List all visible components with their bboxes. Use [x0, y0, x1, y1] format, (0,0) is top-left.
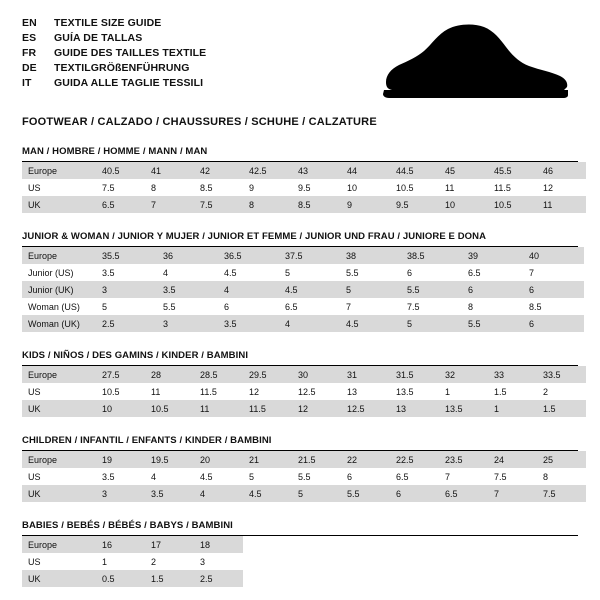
cell: 10 — [96, 400, 145, 417]
cell: 8 — [151, 182, 157, 193]
cell: 46 — [537, 162, 586, 179]
language-title: GUIDA ALLE TAGLIE TESSILI — [54, 77, 204, 89]
cell: 28.5 — [194, 366, 243, 383]
table-row — [22, 400, 586, 417]
cell: 4.5 — [340, 315, 401, 332]
cell: 40 — [523, 247, 584, 264]
cell: 5 — [401, 315, 462, 332]
cell: 9.5 — [390, 196, 439, 213]
cell: 38.5 — [401, 247, 462, 264]
row-label: US — [28, 471, 41, 482]
section-man — [22, 146, 578, 213]
cell: 6.5 — [468, 267, 481, 278]
cell: 4.5 — [224, 267, 237, 278]
table-row — [22, 179, 586, 196]
row-label: US — [28, 182, 41, 193]
row-label: UK — [22, 570, 96, 587]
section-title: JUNIOR & WOMAN / JUNIOR Y MUJER / JUNIOR ET FEMME / JUNIOR UND FRAU / JUNIORE E DONA — [22, 231, 578, 247]
row-label: Junior (UK) — [22, 281, 96, 298]
cell: 6 — [462, 281, 523, 298]
cell: 5.5 — [341, 485, 390, 502]
cell: 5 — [249, 471, 255, 482]
cell: 4 — [218, 281, 279, 298]
dress-shoe-icon — [372, 20, 572, 102]
document-header — [22, 16, 578, 102]
cell: 9 — [249, 182, 255, 193]
cell: 1.5 — [537, 400, 586, 417]
cell: 5 — [102, 301, 108, 312]
cell: 45 — [439, 162, 488, 179]
cell: 1.5 — [494, 386, 507, 397]
cell: 8 — [543, 471, 549, 482]
language-row — [22, 31, 206, 45]
cell: 3 — [96, 485, 145, 502]
table-row — [22, 485, 586, 502]
cell: 6 — [390, 485, 439, 502]
cell: 11.5 — [200, 386, 217, 397]
cell: 7 — [346, 301, 352, 312]
cell: 35.5 — [96, 247, 157, 264]
cell: 40.5 — [96, 162, 145, 179]
cell: 28 — [145, 366, 194, 383]
cell: 4 — [163, 267, 169, 278]
cell: 9.5 — [298, 182, 311, 193]
cell: 44 — [341, 162, 390, 179]
cell: 6.5 — [96, 196, 145, 213]
language-row — [22, 76, 206, 90]
section-kids — [22, 350, 578, 417]
cell: 1 — [445, 386, 451, 397]
row-label: Junior (US) — [28, 267, 74, 278]
table-row — [22, 366, 586, 383]
cell: 7.5 — [194, 196, 243, 213]
cell: 13 — [347, 386, 358, 397]
cell: 27.5 — [96, 366, 145, 383]
cell: 19 — [96, 451, 145, 468]
table-row — [22, 468, 586, 485]
cell: 5.5 — [462, 315, 523, 332]
cell: 3.5 — [102, 267, 115, 278]
cell: 12.5 — [341, 400, 390, 417]
cell: 23.5 — [439, 451, 488, 468]
cell: 11 — [151, 386, 161, 397]
cell: 5.5 — [163, 301, 176, 312]
cell: 10.5 — [396, 182, 414, 193]
table-row — [22, 570, 578, 587]
cell-empty — [243, 536, 578, 553]
cell: 37.5 — [279, 247, 340, 264]
row-label: Europe — [22, 451, 96, 468]
section-junior-woman — [22, 231, 578, 332]
language-titles — [22, 16, 206, 90]
cell: 4 — [151, 471, 157, 482]
size-table-children — [22, 451, 586, 502]
row-label: US — [28, 556, 41, 567]
cell: 4.5 — [279, 281, 340, 298]
cell: 5 — [292, 485, 341, 502]
cell: 1 — [102, 556, 108, 567]
cell: 7.5 — [537, 485, 586, 502]
section-title: KIDS / NIÑOS / DES GAMINS / KINDER / BAMBINI — [22, 350, 578, 366]
table-row — [22, 298, 584, 315]
cell: 36 — [157, 247, 218, 264]
cell: 5.5 — [298, 471, 311, 482]
cell: 5 — [340, 281, 401, 298]
cell: 24 — [488, 451, 537, 468]
size-table-man — [22, 162, 586, 213]
cell: 2.5 — [96, 315, 157, 332]
cell: 8.5 — [200, 182, 213, 193]
cell: 12 — [543, 182, 554, 193]
cell: 13.5 — [396, 386, 414, 397]
cell: 0.5 — [96, 570, 145, 587]
cell: 43 — [292, 162, 341, 179]
size-table-junior-woman — [22, 247, 584, 332]
cell: 3 — [200, 556, 206, 567]
cell: 7 — [529, 267, 535, 278]
cell: 11 — [194, 400, 243, 417]
cell: 22.5 — [390, 451, 439, 468]
table-row — [22, 451, 586, 468]
row-label: UK — [22, 400, 96, 417]
size-table-babies — [22, 536, 578, 587]
cell: 4.5 — [200, 471, 213, 482]
row-label: UK — [22, 485, 96, 502]
cell: 7.5 — [102, 182, 115, 193]
cell: 7 — [445, 471, 451, 482]
cell: 31.5 — [390, 366, 439, 383]
cell: 13 — [390, 400, 439, 417]
row-label: Woman (US) — [28, 301, 80, 312]
cell: 1 — [488, 400, 537, 417]
cell: 33.5 — [537, 366, 586, 383]
table-row — [22, 281, 584, 298]
language-code: ES — [22, 32, 37, 44]
cell: 6.5 — [285, 301, 298, 312]
cell: 22 — [341, 451, 390, 468]
table-row — [22, 264, 584, 281]
cell: 2 — [543, 386, 549, 397]
cell: 12 — [292, 400, 341, 417]
row-label: US — [28, 386, 41, 397]
cell: 31 — [341, 366, 390, 383]
cell: 18 — [194, 536, 243, 553]
table-row — [22, 383, 586, 400]
cell-empty — [243, 570, 578, 587]
table-row — [22, 315, 584, 332]
cell: 5.5 — [401, 281, 462, 298]
cell: 6 — [224, 301, 230, 312]
cell: 3 — [96, 281, 157, 298]
cell: 13.5 — [439, 400, 488, 417]
cell: 44.5 — [390, 162, 439, 179]
cell: 7 — [488, 485, 537, 502]
cell: 16 — [96, 536, 145, 553]
cell: 29.5 — [243, 366, 292, 383]
cell: 33 — [488, 366, 537, 383]
cell: 30 — [292, 366, 341, 383]
cell: 12 — [249, 386, 260, 397]
cell: 4 — [194, 485, 243, 502]
cell: 3.5 — [102, 471, 115, 482]
language-row — [22, 16, 206, 30]
cell: 4 — [279, 315, 340, 332]
language-code: DE — [22, 62, 37, 74]
cell: 2.5 — [194, 570, 243, 587]
cell: 11 — [537, 196, 586, 213]
cell: 7 — [145, 196, 194, 213]
cell: 2 — [151, 556, 157, 567]
cell: 10.5 — [102, 386, 120, 397]
language-code: EN — [22, 17, 37, 29]
cell: 6 — [523, 315, 584, 332]
table-row — [22, 162, 586, 179]
table-row — [22, 553, 578, 570]
cell: 7.5 — [407, 301, 420, 312]
cell: 6 — [347, 471, 353, 482]
cell: 11 — [445, 182, 455, 193]
cell: 36.5 — [218, 247, 279, 264]
row-label: Europe — [22, 162, 96, 179]
row-label: Europe — [22, 366, 96, 383]
language-row — [22, 46, 206, 60]
row-label: UK — [22, 196, 96, 213]
cell: 5 — [285, 267, 291, 278]
cell: 10 — [439, 196, 488, 213]
cell: 42 — [194, 162, 243, 179]
cell: 39 — [462, 247, 523, 264]
cell: 19.5 — [145, 451, 194, 468]
cell: 25 — [537, 451, 586, 468]
cell: 9 — [341, 196, 390, 213]
cell: 5.5 — [346, 267, 359, 278]
cell: 11.5 — [243, 400, 292, 417]
table-row — [22, 196, 586, 213]
section-children — [22, 435, 578, 502]
language-title: TEXTILE SIZE GUIDE — [54, 17, 162, 29]
cell: 6 — [407, 267, 413, 278]
language-code: FR — [22, 47, 37, 59]
cell: 3.5 — [218, 315, 279, 332]
cell-empty — [243, 553, 578, 570]
cell: 11.5 — [494, 182, 511, 193]
section-title: CHILDREN / INFANTIL / ENFANTS / KINDER / BAMBINI — [22, 435, 578, 451]
cell: 4.5 — [243, 485, 292, 502]
cell: 10.5 — [145, 400, 194, 417]
cell: 8.5 — [529, 301, 542, 312]
cell: 41 — [145, 162, 194, 179]
cell: 3.5 — [157, 281, 218, 298]
row-label: Europe — [22, 247, 96, 264]
cell: 21 — [243, 451, 292, 468]
language-title: GUIDE DES TAILLES TEXTILE — [54, 47, 207, 59]
cell: 8 — [468, 301, 474, 312]
cell: 1.5 — [145, 570, 194, 587]
cell: 21.5 — [292, 451, 341, 468]
language-row — [22, 61, 206, 75]
cell: 8.5 — [292, 196, 341, 213]
table-row — [22, 536, 578, 553]
cell: 10 — [347, 182, 358, 193]
cell: 42.5 — [243, 162, 292, 179]
size-table-kids — [22, 366, 586, 417]
cell: 10.5 — [488, 196, 537, 213]
cell: 32 — [439, 366, 488, 383]
section-title: MAN / HOMBRE / HOMME / MANN / MAN — [22, 146, 578, 162]
cell: 6.5 — [439, 485, 488, 502]
cell: 6 — [523, 281, 584, 298]
cell: 3.5 — [145, 485, 194, 502]
cell: 20 — [194, 451, 243, 468]
cell: 3 — [157, 315, 218, 332]
cell: 17 — [145, 536, 194, 553]
row-label: Woman (UK) — [22, 315, 96, 332]
row-label: Europe — [22, 536, 96, 553]
cell: 6.5 — [396, 471, 409, 482]
category-line: FOOTWEAR / CALZADO / CHAUSSURES / SCHUHE / CALZATURE — [22, 116, 377, 128]
language-title: TEXTILGRÖßENFÜHRUNG — [54, 62, 190, 74]
cell: 38 — [340, 247, 401, 264]
cell: 8 — [243, 196, 292, 213]
section-title: BABIES / BEBÉS / BÉBÉS / BABYS / BAMBINI — [22, 520, 578, 536]
section-babies — [22, 520, 578, 587]
cell: 7.5 — [494, 471, 507, 482]
language-title: GUÍA DE TALLAS — [54, 32, 143, 44]
cell: 45.5 — [488, 162, 537, 179]
language-code: IT — [22, 77, 32, 89]
table-row — [22, 247, 584, 264]
cell: 12.5 — [298, 386, 316, 397]
